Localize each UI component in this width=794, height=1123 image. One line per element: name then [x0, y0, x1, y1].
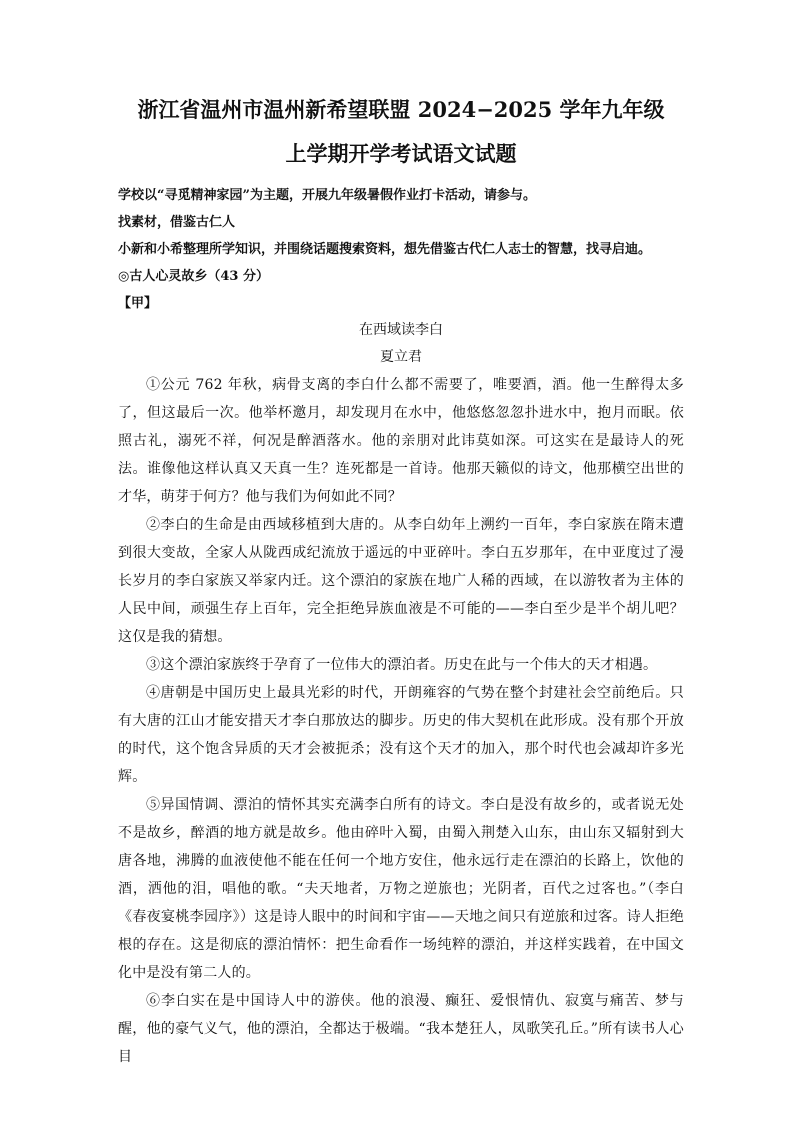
document-title-line-2: 上学期开学考试语文试题 [285, 141, 517, 166]
intro-text: 学校以“寻觅精神家园”为主题，开展九年级暑假作业打卡活动，请参与。 [118, 188, 536, 203]
article-author: 夏立君 [380, 349, 422, 365]
document-title-line-1: 浙江省温州市温州新希望联盟 2024−2025 学年九年级 [137, 97, 665, 122]
paragraph: ⑤异国情调、漂泊的情怀其实充满李白所有的诗文。李白是没有故乡的，或者说无处不是故乡，醉酒的地方就是故乡。他由碎叶入蜀，由蜀入荆楚入山东，由山东又辐射到大唐各地，沸腾的血液使他不能在任何一个地方安住，他永远行走在漂泊的长路上，饮他的酒，洒他的泪，唱他的歌。“夫天地者，万物之逆旅也；光阴者，百代之过客也。”（李白《春夜宴桃李园序》）这是诗人眼中的时间和宇宙——天地之间只有逆旅和过客。诗人拒绝根的存在。这是彻底的漂泊情怀：把生命看作一场纯粹的漂泊，并这样实践着，在中国文化中是没有第二人的。 [118, 797, 684, 981]
paragraph: ③这个漂泊家族终于孕育了一位伟大的漂泊者。历史在此与一个伟大的天才相遇。 [146, 657, 658, 673]
passage-marker: 【甲】 [118, 296, 158, 311]
paragraph: ②李白的生命是由西域移植到大唐的。从李白幼年上溯约一百年，李白家族在隋末遭到很大变故，全家人从陇西成纪流放于遥远的中亚碎叶。李白五岁那年，在中亚度过了漫长岁月的李白家族又举家内迁。这个漂泊的家族在地广人稀的西域，在以游牧者为主体的人民中间，顽强生存上百年，完全拒绝异族血液是不可能的——李白至少是半个胡儿吧？这仅是我的猜想。 [118, 517, 684, 645]
paragraph: ⑥李白实在是中国诗人中的游侠。他的浪漫、癫狂、爱恨情仇、寂寞与痛苦、梦与醒，他的豪气义气，他的漂泊，全都达于极端。“我本楚狂人，凤歌笑孔丘。”所有读书人心目 [118, 993, 684, 1065]
section-description: 小新和小希整理所学知识，并围绕话题搜索资料，想先借鉴古代仁人志士的智慧，找寻启迪。 [118, 242, 652, 257]
section-heading: 找素材，借鉴古仁人 [118, 215, 236, 230]
paragraph: ④唐朝是中国历史上最具光彩的时代，开朗雍容的气势在整个封建社会空前绝后。只有大唐的江山才能安措天才李白那放达的脚步。历史的伟大契机在此形成。没有那个开放的时代，这个饱含异质的天才会被扼杀；没有这个天才的加入，那个时代也会减却许多光辉。 [118, 685, 684, 785]
paragraph: ①公元 762 年秋，病骨支离的李白什么都不需要了，唯要酒，酒。他一生醉得太多了，但这最后一次。他举杯邀月，却发现月在水中，他悠悠忽忽扑进水中，抱月而眠。依照古礼，溺死不祥，何况是醉酒落水。他的亲朋对此讳莫如深。可这实在是最诗人的死法。谁像他这样认真又天真一生？连死都是一首诗。他那天籁似的诗文，他那横空出世的才华，萌芽于何方？他与我们为何如此不同？ [118, 377, 684, 505]
article-title: 在西域读李白 [359, 322, 443, 338]
document-page [118, 88, 684, 1071]
subsection-heading: ◎古人心灵故乡（43 分） [118, 269, 269, 284]
